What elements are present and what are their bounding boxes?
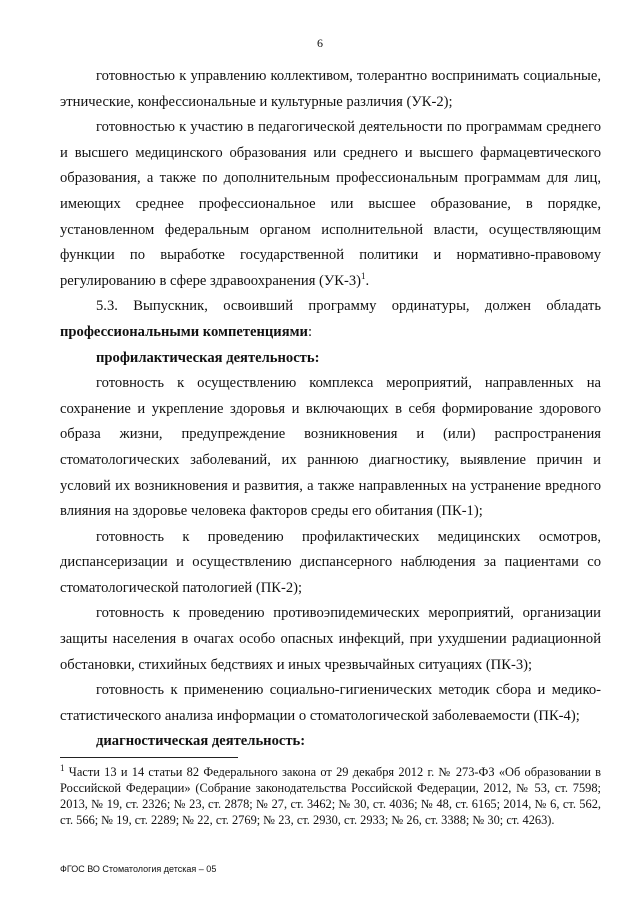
competency-pk3: готовность к проведению противоэпидемических мероприятий, организации защиты населения в очагах особо опасных инфекций, при ухудшении радиационной обстановки, стихийных бедствиях и иных чрезвычайных ситуациях (ПК-3); (60, 605, 601, 673)
document-body (60, 64, 601, 755)
heading-diagnostic: диагностическая деятельность: (96, 733, 306, 750)
section-5-3-bold: профессиональными компетенциями (60, 323, 308, 340)
competency-uk3: готовностью к участию в педагогической деятельности по программам среднего и высшего медицинского образования или среднего и высшего фармацевтического образования, а также по дополнительным профессиональным программам для лиц, имеющих среднее профессиональное или высшее образование, в порядке, установленном федеральным органом исполнительной власти, осуществляющим функции по выработке государственной политики и нормативно-правовому регулированию в сфере здравоохранения $(УК-3)^1$. (60, 119, 601, 289)
heading-prophylactic: профилактическая деятельность: (96, 349, 320, 366)
competency-pk1: готовность к осуществлению комплекса мероприятий, направленных на сохранение и укрепление здоровья и включающих в себя формирование здорового образа жизни, предупреждение возникновения и (или) распространения стоматологических заболеваний, их раннюю диагностику, выявление причин и условий их возникновения и развития, а также направленных на устранение вредного влияния на здоровье человека факторов среды его обитания (ПК-1); (60, 375, 601, 520)
section-5-3 (60, 294, 601, 345)
page-number: 6 (317, 36, 323, 50)
competency-uk2: готовностью к управлению коллективом, толерантно воспринимать социальные, этнические, конфессиональные и культурные различия (УК-2); (60, 68, 601, 110)
footnote-divider (60, 757, 238, 758)
footnote-reference: 1 (361, 270, 366, 281)
competency-uk3-text: готовностью к участию в педагогической деятельности по программам среднего и высшего медицинского образования или среднего и высшего фармацевтического образования, а также по дополнительным профессиональным программам для лиц, имеющих среднее профессиональное или высшее образование, в порядке, установленном федеральным органом исполнительной власти, осуществляющим функции по выработке государственной политики и нормативно-правовому регулированию в сфере здравоохранения (УК-3) (60, 119, 601, 289)
footnote (60, 764, 601, 828)
competency-pk4: готовность к применению социально-гигиенических методик сбора и медико-статистического анализа информации о стоматологической заболеваемости (ПК-4); (60, 682, 601, 724)
footer-code: ФГОС ВО Стоматология детская – 05 (60, 864, 217, 874)
footnote-mark: 1 (60, 762, 65, 773)
section-5-3-lead: 5.3. Выпускник, освоивший программу ординатуры, должен обладать (96, 298, 601, 315)
competency-pk2: готовность к проведению профилактических медицинских осмотров, диспансеризации и осуществлению диспансерного наблюдения за пациентами со стоматологической патологией (ПК-2); (60, 528, 601, 596)
section-5-3-tail: : (307, 323, 313, 340)
footnote-text: Части 13 и 14 статьи 82 Федерального закона от 29 декабря 2012 г. № 273-ФЗ «Об образовании в Российской Федерации» (Собрание законодательства Российской Федерации, 2012, № 53, ст. 7598; 2013, № 19, ст. 2326; № 23, ст. 2878; № 27, ст. 3462; № 30, ст. 4036; № 48, ст. 6165; 2014, № 6, ст. 562, ст. 566; № 19, ст. 2289; № 22, ст. 2769; № 23, ст. 2930, ст. 2933; № 26, ст. 3388; № 30; ст. 4263). (60, 765, 601, 827)
